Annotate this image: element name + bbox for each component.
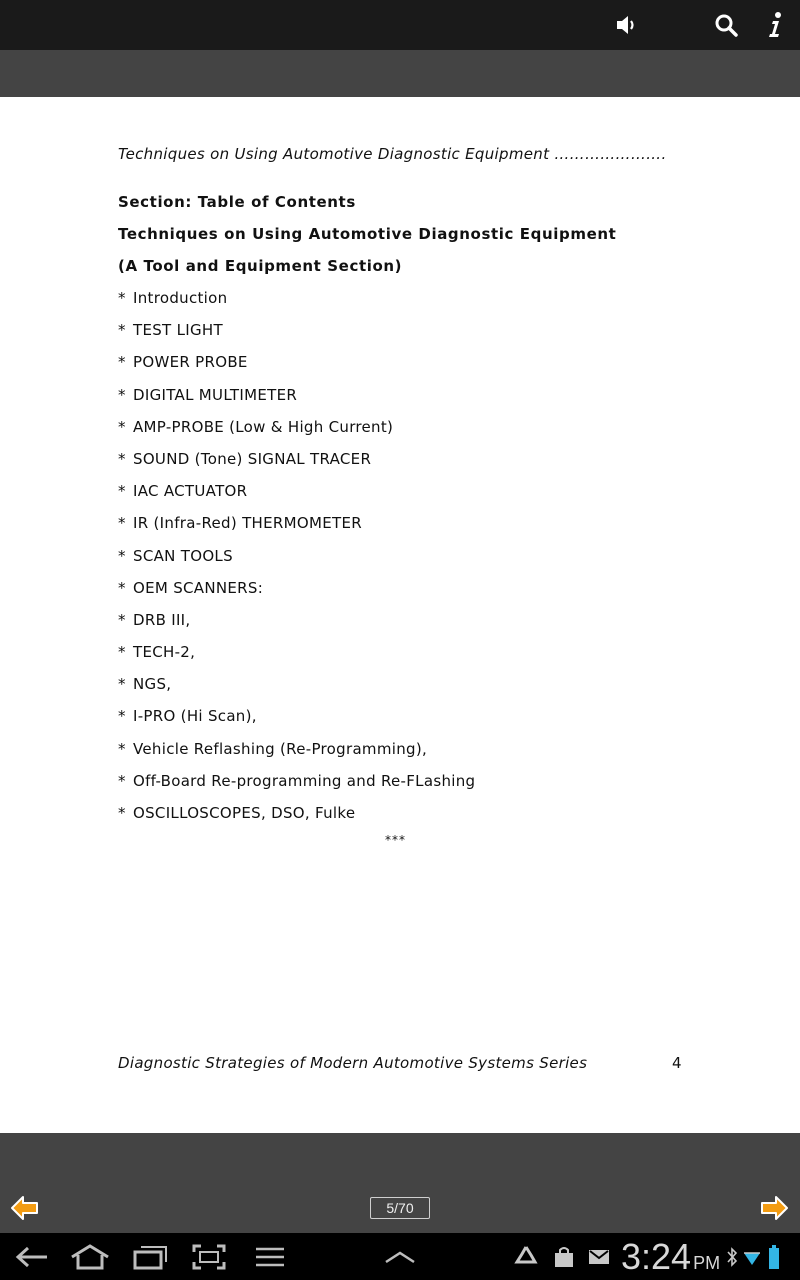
section-note: (A Tool and Equipment Section) [118,257,403,275]
list-item: * Introduction [118,289,228,307]
menu-icon[interactable] [252,1239,288,1275]
list-item: * AMP-PROBE (Low & High Current) [118,417,394,436]
list-item: * Off-Board Re-programming and Re-FLashing [118,771,476,790]
page-number: 4 [672,1054,682,1072]
system-clock[interactable] [621,1236,720,1278]
list-item: * NGS, [118,675,172,694]
table-of-contents [118,192,738,835]
list-item: * SOUND (Tone) SIGNAL TRACER [118,449,372,468]
page-footer-title: Diagnostic Strategies of Modern Automotive Systems Series [118,1054,588,1072]
wifi-icon [742,1239,762,1275]
document-page[interactable] [0,97,800,1133]
list-item: * POWER PROBE [118,353,248,372]
screenshot-icon[interactable] [189,1239,229,1275]
list-item: * IAC ACTUATOR [118,482,248,501]
section-title: Section: Table of Contents [118,193,356,211]
page-header: Techniques on Using Automotive Diagnostic Equipment …………………. [118,145,667,163]
prev-page-icon[interactable] [8,1191,42,1225]
clock-ampm: PM [693,1253,721,1273]
secondary-toolbar [0,50,800,97]
next-page-icon[interactable] [757,1191,791,1225]
battery-icon [766,1239,782,1275]
list-item: * Vehicle Reflashing (Re-Programming), [118,739,428,758]
recycle-icon [512,1239,540,1275]
bluetooth-icon [725,1239,739,1275]
gmail-icon [586,1239,612,1275]
list-item: * IR (Infra-Red) THERMOMETER [118,514,362,533]
system-bar [0,1233,800,1280]
volume-icon[interactable] [610,8,644,42]
list-item: * I-PRO (Hi Scan), [118,707,257,726]
search-icon[interactable] [709,8,743,42]
up-chevron-icon[interactable] [380,1239,420,1275]
page-navigation-bar [0,1133,800,1233]
section-separator: *** [385,833,406,847]
recent-apps-icon[interactable] [130,1239,170,1275]
list-item: * DIGITAL MULTIMETER [118,385,298,404]
info-icon[interactable] [758,8,792,42]
top-toolbar [0,0,800,50]
clock-time: 3:24 [621,1236,692,1277]
list-item: * OEM SCANNERS: [118,578,264,597]
list-item: * TEST LIGHT [118,321,223,340]
list-item: * DRB III, [118,610,191,629]
back-icon[interactable] [12,1239,52,1275]
list-item: * SCAN TOOLS [118,546,233,565]
list-item: * TECH-2, [118,643,196,662]
home-icon[interactable] [68,1239,112,1275]
shopping-bag-icon [551,1239,577,1275]
list-item: * OSCILLOSCOPES, DSO, Fulke [118,804,356,822]
page-indicator[interactable]: 5/70 [370,1197,430,1219]
section-subtitle: Techniques on Using Automotive Diagnostic Equipment [118,225,617,243]
